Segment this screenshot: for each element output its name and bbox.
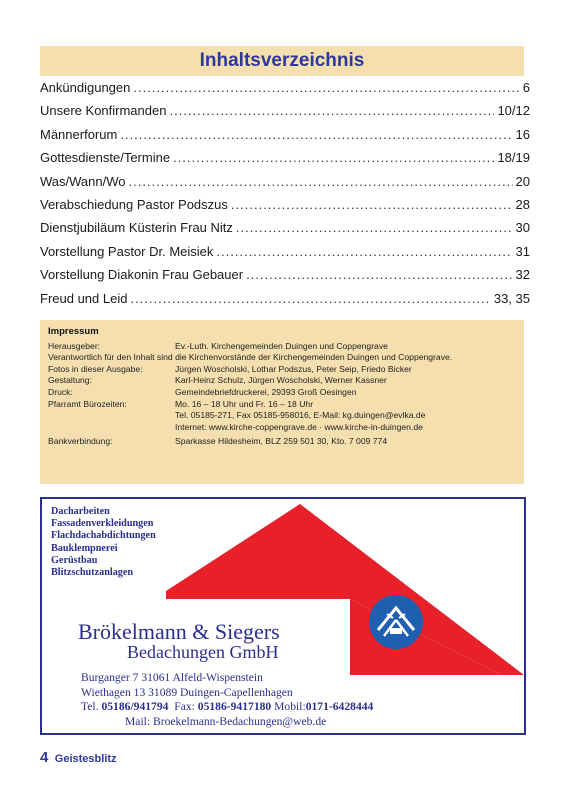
toc-dot-leader [231, 197, 513, 212]
imp-bank [48, 436, 516, 448]
company-name: Brökelmann & Siegers [78, 619, 280, 644]
toc-dot-leader [216, 244, 512, 259]
toc-entry-label: Männerforum [40, 126, 118, 142]
impressum-heading: Impressum [48, 326, 99, 337]
toc-entry [40, 244, 530, 267]
imp-tel-line: Tel. 05185-271, Fax 05185-958016, E-Mail: kg.duingen@evlka.de [175, 410, 426, 421]
toc-dot-leader [173, 150, 494, 165]
imp-key: Herausgeber: [48, 340, 101, 351]
toc-entry-page: 28 [515, 196, 530, 212]
toc-entry-label: Verabschiedung Pastor Podszus [40, 196, 228, 212]
toc-dot-leader [128, 174, 512, 189]
table-of-contents [40, 80, 530, 314]
tel-label: Tel. [81, 700, 99, 714]
toc-dot-leader [169, 103, 494, 118]
service-item: Dacharbeiten [51, 506, 110, 517]
imp-key: Druck: [48, 386, 73, 397]
imp-key: Fotos in dieser Ausgabe: [48, 363, 143, 374]
imp-value: Mo. 16 – 18 Uhr und Fr. 16 – 18 Uhr [175, 398, 314, 409]
toc-entry-label: Vorstellung Diakonin Frau Gebauer [40, 267, 244, 283]
toc-entry [40, 127, 530, 150]
imp-fotos [48, 364, 516, 376]
toc-entry [40, 291, 530, 314]
fax-number: 05186-9417180 [197, 700, 272, 714]
service-item: Gerüstbau [51, 554, 98, 566]
service-item: Blitzschutzanlagen [51, 567, 134, 579]
toc-dot-leader [120, 127, 512, 142]
contact-block [81, 671, 373, 729]
roofer-advertisement [40, 497, 526, 735]
impressum-box [40, 320, 524, 484]
toc-entry-page: 32 [515, 267, 530, 283]
address-line-2: Wiethagen 13 31089 Duingen-Capellenhagen [81, 685, 293, 699]
fax-label: Fax: [174, 700, 195, 714]
toc-entry [40, 197, 530, 220]
toc-entry [40, 103, 530, 126]
toc-entry-label: Ankündigungen [40, 80, 131, 95]
imp-value: Ev.-Luth. Kirchengemeinden Duingen und Coppengrave [175, 340, 388, 351]
service-item: Bauklempnerei [51, 542, 118, 554]
imp-internet-line: Internet: www.kirche-coppengrave.de · www.kirche-in-duingen.de [175, 421, 423, 432]
imp-gestaltung [48, 375, 516, 387]
imp-pfarramt [48, 399, 516, 411]
mobil-label: Mobil: [274, 700, 306, 714]
services-list [51, 506, 156, 579]
toc-entry [40, 150, 530, 173]
toc-entry [40, 80, 530, 103]
toc-entry-page: 16 [515, 126, 530, 142]
phone-line [81, 700, 373, 715]
imp-value: Sparkasse Hildesheim, BLZ 259 501 30, Kto. 7 009 774 [175, 436, 388, 447]
tel-number: 05186/941794 [101, 700, 169, 714]
imp-key: Pfarramt Bürozeiten: [48, 398, 127, 409]
toc-entry-page: 31 [515, 243, 530, 259]
imp-druck [48, 387, 516, 399]
mail-line: Mail: Broekelmann-Bedachungen@web.de [125, 714, 327, 728]
address-line-1: Burganger 7 31061 Alfeld-Wispenstein [81, 671, 263, 684]
toc-dot-leader [130, 291, 490, 306]
toc-entry-page: 10/12 [497, 103, 530, 119]
toc-dot-leader [246, 267, 512, 282]
toc-entry-page: 6 [522, 80, 530, 95]
imp-verantwortlich: Verantwortlich für den Inhalt sind die Kirchenvorstände der Kirchengemeinden Duingen und Coppengrave. [48, 352, 453, 363]
toc-entry-label: Freud und Leid [40, 290, 128, 306]
toc-entry-page: 33, 35 [493, 290, 530, 306]
toc-entry-label: Unsere Konfirmanden [40, 103, 167, 119]
imp-value: Gemeindebriefdruckerei, 29393 Groß Oesingen [175, 386, 357, 397]
toc-entry [40, 220, 530, 243]
imp-value: Jürgen Woscholski, Lothar Podszus, Peter Seip, Friedo Bicker [175, 363, 412, 374]
toc-title: Inhaltsverzeichnis [199, 50, 365, 71]
imp-herausgeber [48, 341, 516, 353]
toc-entry [40, 174, 530, 197]
toc-entry-label: Was/Wann/Wo [40, 173, 126, 189]
toc-title-bar [40, 46, 524, 76]
toc-entry [40, 267, 530, 290]
toc-entry-page: 30 [515, 220, 530, 236]
toc-entry-page: 18/19 [497, 150, 530, 166]
toc-dot-leader [133, 80, 519, 95]
toc-dot-leader [236, 220, 513, 235]
toc-entry-label: Gottesdienste/Termine [40, 150, 171, 166]
mobil-number: 0171-6428444 [305, 700, 374, 714]
service-item: Flachdachabdichtungen [51, 530, 156, 542]
publication-name: Geistesblitz [54, 753, 117, 765]
page-footer [40, 749, 117, 767]
toc-entry-page: 20 [515, 173, 530, 189]
page-number: 4 [40, 749, 49, 766]
toc-entry-label: Dienstjubiläum Küsterin Frau Nitz [40, 220, 233, 236]
company-subtitle: Bedachungen GmbH [127, 642, 279, 662]
toc-entry-label: Vorstellung Pastor Dr. Meisiek [40, 243, 214, 259]
service-item: Fassadenverkleidungen [51, 518, 154, 530]
imp-key: Gestaltung: [48, 375, 92, 386]
imp-value: Karl-Heinz Schulz, Jürgen Woscholski, Werner Kassner [175, 375, 387, 386]
imp-key: Bankverbindung: [48, 436, 113, 447]
roofer-guild-emblem-icon [368, 594, 424, 655]
